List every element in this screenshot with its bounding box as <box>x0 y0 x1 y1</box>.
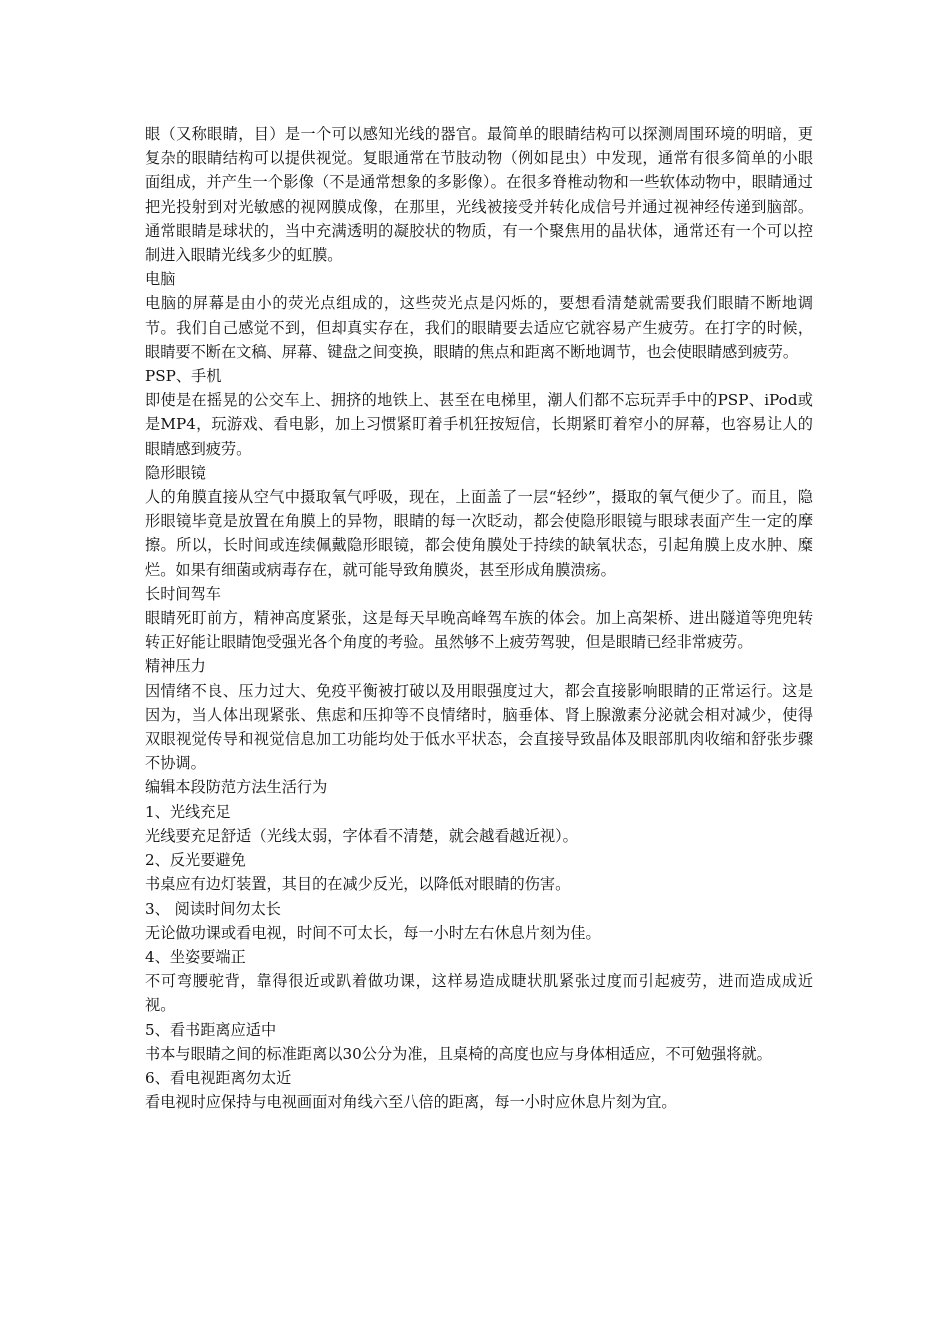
heading-psp-phone: PSP、手机 <box>145 367 222 386</box>
document-body <box>145 122 813 1114</box>
paragraph-tip-3: 无论做功课或看电视，时间不可太长，每一小时左右休息片刻为佳。 <box>145 923 601 942</box>
paragraph-long-driving: 眼睛死盯前方，精神高度紧张，这是每天早晚高峰驾车族的体会。加上高架桥、进出隧道等兜兜转转正好能让眼睛饱受强光各个角度的考验。虽然够不上疲劳驾驶，但是眼睛已经非常疲劳。 <box>145 609 813 652</box>
heading-mental-stress: 精神压力 <box>145 657 206 676</box>
heading-contact-lenses: 隐形眼镜 <box>145 463 206 482</box>
heading-tip-2: 2、反光要避免 <box>145 851 246 870</box>
heading-prevention-section: 编辑本段防范方法生活行为 <box>145 778 328 797</box>
heading-tip-4: 4、坐姿要端正 <box>145 947 246 966</box>
paragraph-tip-2: 书桌应有边灯装置，其目的在减少反光，以降低对眼睛的伤害。 <box>145 875 571 894</box>
paragraph-tip-4: 不可弯腰驼背，靠得很近或趴着做功课，这样易造成睫状肌紧张过度而引起疲劳，进而造成成近视。 <box>145 972 813 1015</box>
heading-tip-5: 5、看书距离应适中 <box>145 1020 277 1039</box>
heading-tip-1: 1、光线充足 <box>145 802 231 821</box>
paragraph-eye-intro: 眼（又称眼睛，目）是一个可以感知光线的器官。最简单的眼睛结构可以探测周围环境的明暗，更复杂的眼睛结构可以提供视觉。复眼通常在节肢动物（例如昆虫）中发现，通常有很多简单的小眼面组成，并产生一个影像（不是通常想象的多影像）。在很多脊椎动物和一些软体动物中，眼睛通过把光投射到对光敏感的视网膜成像，在那里，光线被接受并转化成信号并通过视神经传递到脑部。通常眼睛是球状的，当中充满透明的凝胶状的物质，有一个聚焦用的晶状体，通常还有一个可以控制进入眼睛光线多少的虹膜。 <box>145 125 813 265</box>
paragraph-mental-stress: 因情绪不良、压力过大、免疫平衡被打破以及用眼强度过大，都会直接影响眼睛的正常运行。这是因为，当人体出现紧张、焦虑和压抑等不良情绪时，脑垂体、肾上腺激素分泌就会相对减少，使得双眼视觉传导和视觉信息加工功能均处于低水平状态，会直接导致晶体及眼部肌肉收缩和舒张步骤不协调。 <box>145 681 813 773</box>
heading-long-driving: 长时间驾车 <box>145 584 221 603</box>
paragraph-psp-phone: 即使是在摇晃的公交车上、拥挤的地铁上、甚至在电梯里，潮人们都不忘玩弄手中的PSP、iPod或是MP4，玩游戏、看电影，加上习惯紧盯着手机狂按短信，长期紧盯着窄小的屏幕，也容易让人的眼睛感到疲劳。 <box>145 391 813 458</box>
paragraph-tip-5: 书本与眼睛之间的标准距离以30公分为准，且桌椅的高度也应与身体相适应，不可勉强将就。 <box>145 1044 772 1063</box>
paragraph-computer: 电脑的屏幕是由小的荧光点组成的，这些荧光点是闪烁的，要想看清楚就需要我们眼睛不断地调节。我们自己感觉不到，但却真实存在，我们的眼睛要去适应它就容易产生疲劳。在打字的时候，眼睛要不断在文稿、屏幕、键盘之间变换，眼睛的焦点和距离不断地调节，也会使眼睛感到疲劳。 <box>145 294 813 361</box>
paragraph-tip-1: 光线要充足舒适（光线太弱，字体看不清楚，就会越看越近视）。 <box>145 826 578 845</box>
paragraph-contact-lenses: 人的角膜直接从空气中摄取氧气呼吸，现在，上面盖了一层“轻纱”，摄取的氧气便少了。而且，隐形眼镜毕竟是放置在角膜上的异物，眼睛的每一次眨动，都会使隐形眼镜与眼球表面产生一定的摩擦。所以，长时间或连续佩戴隐形眼镜，都会使角膜处于持续的缺氧状态，引起角膜上皮水肿、糜烂。如果有细菌或病毒存在，就可能导致角膜炎，甚至形成角膜溃疡。 <box>145 488 813 579</box>
heading-computer: 电脑 <box>145 270 176 289</box>
heading-tip-6: 6、看电视距离勿太近 <box>145 1068 292 1087</box>
heading-tip-3: 3、 阅读时间勿太长 <box>145 899 281 918</box>
paragraph-tip-6: 看电视时应保持与电视画面对角线六至八倍的距离，每一小时应休息片刻为宜。 <box>145 1093 677 1112</box>
